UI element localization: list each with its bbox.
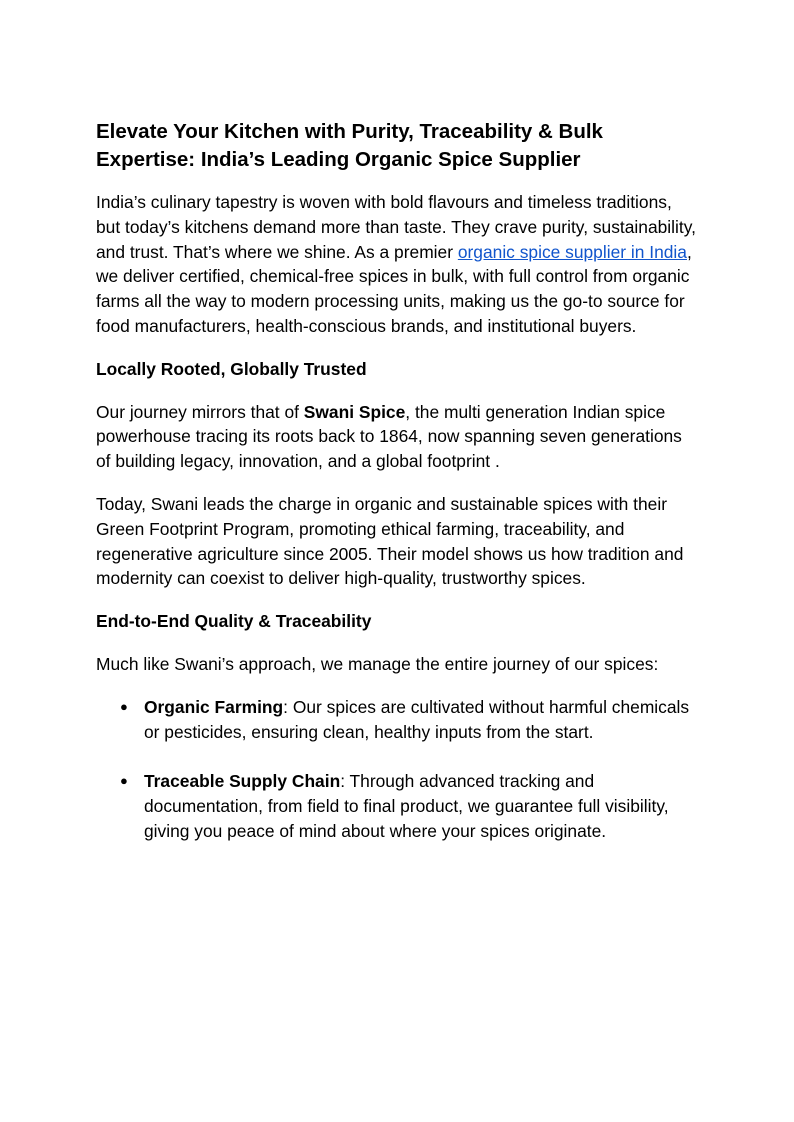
swani-history-paragraph	[96, 400, 696, 474]
section-heading-locally-rooted: Locally Rooted, Globally Trusted	[96, 358, 367, 379]
organic-spice-supplier-link[interactable]: organic spice supplier in India	[457, 241, 687, 262]
document-page	[96, 118, 696, 868]
list-item	[120, 769, 696, 843]
section-heading-quality-traceability: End-to-End Quality & Traceability	[96, 611, 372, 632]
list-item-title: Organic Farming	[144, 696, 284, 717]
history-text-end: , the multi generation Indian spice powerhouse tracing its roots back to 1864, now spanning seven generations of building legacy, innovation, and a global footprint .	[96, 401, 682, 472]
list-item-title: Traceable Supply Chain	[144, 771, 341, 792]
intro-text-end: , we deliver certified, chemical-free spices in bulk, with full control from organic farms all the way to modern processing units, making us the go-to source for food manufacturers, health-conscious brands, and institutional buyers.	[96, 241, 692, 336]
list-item-text: : Through advanced tracking and documentation, from field to final product, we guarantee full visibility, giving you peace of mind about where your spices originate.	[144, 771, 669, 841]
feature-list	[96, 695, 696, 844]
green-footprint-paragraph: Today, Swani leads the charge in organic and sustainable spices with their Green Footprint Program, promoting ethical farming, traceability, and regenerative agriculture since 2005. Their model shows us how tradition and modernity can coexist to deliver high-quality, trustworthy spices.	[96, 493, 684, 589]
list-item	[120, 695, 696, 745]
page-title: Elevate Your Kitchen with Purity, Traceability & Bulk Expertise: India’s Leading Organic Spice Supplier	[96, 120, 603, 171]
bullet-icon: ●	[120, 698, 128, 714]
intro-paragraph	[96, 190, 696, 339]
swani-spice-bold: Swani Spice	[303, 401, 406, 422]
journey-intro-paragraph: Much like Swani’s approach, we manage the entire journey of our spices:	[96, 653, 659, 674]
history-text-start: Our journey mirrors that of	[96, 401, 304, 422]
intro-text-start: India’s culinary tapestry is woven with bold flavours and timeless traditions, but today’s kitchens demand more than taste. They crave purity, sustainability, and trust. That’s where we shine. As a premier	[96, 192, 696, 262]
list-item-text: : Our spices are cultivated without harmful chemicals or pesticides, ensuring clean, healthy inputs from the start.	[144, 696, 690, 742]
bullet-icon: ●	[120, 773, 128, 789]
